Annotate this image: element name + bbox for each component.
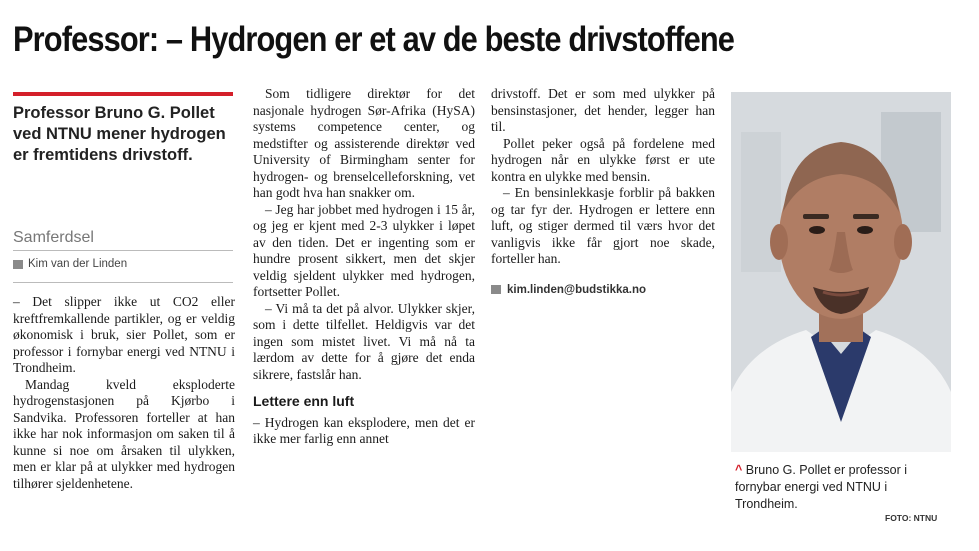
byline-author: Kim van der Linden: [28, 258, 128, 270]
headline: Professor: – Hydrogen er et av de beste drivstoffene: [13, 20, 735, 59]
byline: [13, 258, 127, 270]
author-email: [491, 282, 715, 299]
lead-text: Professor Bruno G. Pollet ved NTNU mener hydrogen er fremtidens drivstoff.: [13, 104, 226, 164]
article-column-2: [253, 86, 475, 448]
square-icon: [13, 260, 23, 269]
lead-accent-rule: [13, 92, 233, 96]
paragraph: drivstoff. Det er som med ulykker på bensinstasjoner, det hender, legger han til.: [491, 86, 715, 134]
square-icon: [491, 285, 501, 294]
paragraph: – Hydrogen kan eksplodere, men det er ikke mer farlig enn annet: [253, 414, 475, 446]
caret-up-icon: ^: [735, 463, 743, 477]
caption-text: Bruno G. Pollet er professor i fornybar energi ved NTNU i Trondheim.: [735, 463, 907, 511]
paragraph: – Jeg har jobbet med hydrogen i 15 år, og jeg er kjent med 2-3 ulykker i løpet av den tiden. Det er ingenting som er hundre prosent sikkert, men det skjer veldig sjeldent ulykker med hydrogen, fortsetter Pollet.: [253, 201, 475, 299]
paragraph: – Det slipper ikke ut CO2 eller kreftfremkallende partikler, og er veldig økonomisk i bruk, sier Pollet, som er professor i fornybar energi ved NTNU i Trondheim.: [13, 294, 235, 375]
paragraph: – Vi må ta det på alvor. Ulykker skjer, som i dette tilfellet. Heldigvis var det ingen som mistet livet. Vi må nå ta lærdom av dette for å gjøre det enda sikrere, fastslår han.: [253, 300, 475, 382]
photo-credit: FOTO: NTNU: [885, 513, 938, 523]
byline-divider: [13, 282, 233, 283]
portrait-illustration: [731, 92, 951, 452]
article-column-1: [13, 294, 235, 492]
article-column-3: [491, 86, 715, 298]
section-label: Samferdsel: [13, 229, 94, 246]
paragraph: Som tidligere direktør for det nasjonale hydrogen Sør-Afrika (HySA) systems competence center, og medstifter og assisterende direktør ved University of Birmingham senter for hydrogen- og brenselcelleforskning, vet han godt hva han snakker om.: [253, 86, 475, 200]
email-address: kim.linden@budstikka.no: [507, 283, 647, 296]
paragraph: Mandag kveld eksploderte hydrogenstasjonen på Kjørbo i Sandvika. Professoren forteller at han ikke har nok informasjon om saken til å kunne si noe om årsaken til ulykken, men er klar på at ulykker med hydrogen tilhører sjeldenhetene.: [13, 376, 235, 491]
paragraph: Pollet peker også på fordelene med hydrogen når en ulykke først er ute kontra en ulykke med bensin.: [491, 135, 715, 184]
photo-caption: [735, 462, 950, 513]
subheading: Lettere enn luft: [253, 393, 355, 409]
paragraph: – En bensinlekkasje forblir på bakken og tar fyr der. Hydrogen er lettere enn luft, og stiger dermed til værs hvor det vanligvis ikke får gjort noe skade, forteller han.: [491, 185, 715, 266]
portrait-photo: [731, 92, 951, 452]
section-divider: [13, 250, 233, 251]
